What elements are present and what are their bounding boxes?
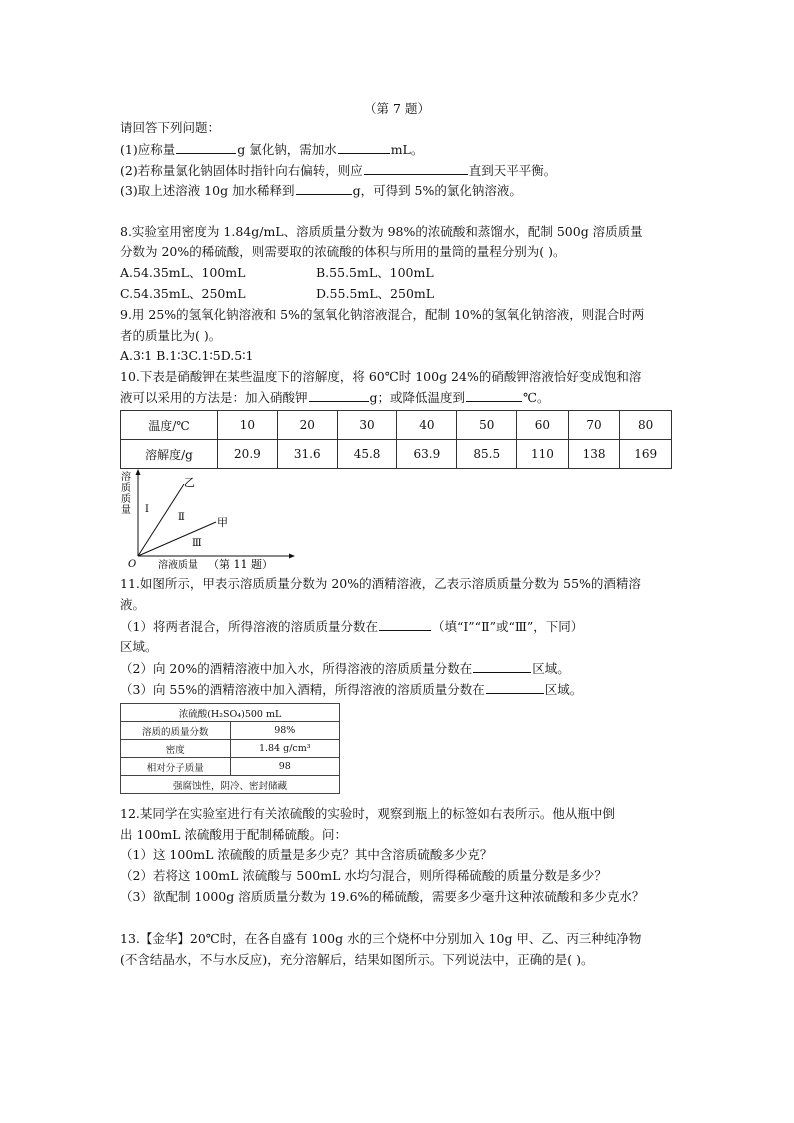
q11-part2: （2）向 20%的酒精溶液中加入水，所得溶液的溶质质量分数在 区域。 — [120, 661, 570, 676]
temperature-header: 温度/℃ — [121, 411, 218, 440]
line-jia — [138, 522, 216, 556]
y-label-char: 溶 — [121, 472, 131, 483]
table-cell: 138 — [568, 440, 620, 469]
origin-label: O — [128, 559, 137, 570]
table-cell: 70 — [568, 411, 620, 440]
x-axis-arrow — [289, 554, 295, 559]
y-axis-arrow — [136, 469, 141, 475]
label-value: 1.84 g/cm³ — [230, 740, 340, 758]
table-cell: 20.9 — [218, 440, 278, 469]
table-cell: 63.9 — [397, 440, 457, 469]
table-row — [121, 440, 672, 469]
q8-option-a: A.54.35mL、100mL — [120, 265, 246, 280]
table-cell: 40 — [397, 411, 457, 440]
q8-line2: 分数为 20%的稀硫酸，则需要取的浓硫酸的体积与所用的量筒的量程分别为( )。 — [120, 244, 566, 259]
q8-option-c: C.54.35mL、250mL — [120, 286, 246, 301]
q7-intro: 请回答下列问题： — [120, 120, 221, 135]
q7-part1: (1)应称量 g 氯化钠，需加水 mL。 — [120, 142, 424, 157]
y-label-char: 质 — [121, 494, 131, 505]
q11-part1: （1）将两者混合，所得溶液的溶质质量分数在 （填“Ⅰ”“Ⅱ”或“Ⅲ”，下同） — [120, 619, 584, 634]
q9-line2: 者的质量比为( )。 — [120, 328, 222, 343]
y-label-char: 量 — [121, 505, 131, 516]
table-cell: 60 — [517, 411, 569, 440]
q13-line1: 13.【金华】20℃时，在各自盛有 100g 水的三个烧杯中分别加入 10g 甲、乙、丙三种纯净物 — [120, 931, 642, 946]
q11-line2: 液。 — [120, 597, 146, 612]
table-row — [121, 411, 672, 440]
label-key: 密度 — [121, 740, 231, 758]
label-value: 98 — [230, 758, 340, 776]
solubility-table — [120, 410, 672, 469]
q11-part1-end: 区域。 — [120, 639, 158, 654]
table-row — [121, 740, 340, 758]
q12-line2: 出 100mL 浓硫酸用于配制稀硫酸。问： — [120, 827, 347, 842]
table-row — [121, 776, 340, 794]
q9-options: A.3∶1 B.1∶3C.1∶5D.5∶1 — [120, 348, 254, 363]
table-cell: 20 — [277, 411, 337, 440]
region-2-label: Ⅱ — [178, 512, 185, 523]
table-row — [121, 758, 340, 776]
answer-blank[interactable] — [309, 388, 369, 402]
q13-line2: (不含结晶水，不与水反应)，充分溶解后，结果如图所示。下列说法中，正确的是( )。 — [120, 952, 594, 967]
answer-blank[interactable] — [466, 388, 522, 402]
table-cell: 30 — [337, 411, 397, 440]
q8-option-b: B.55.5mL、100mL — [316, 265, 434, 280]
q8-option-d: D.55.5mL、250mL — [316, 286, 435, 301]
label-key: 相对分子质量 — [121, 758, 231, 776]
table-cell: 50 — [457, 411, 517, 440]
q10-line1: 10.下表是硝酸钾在某些温度下的溶解度，将 60℃时 100g 24%的硝酸钾溶液恰好变成饱和溶 — [120, 369, 642, 384]
answer-blank[interactable] — [379, 617, 431, 631]
table-cell: 31.6 — [277, 440, 337, 469]
table-cell: 169 — [620, 440, 672, 469]
q12-line1: 12.某同学在实验室进行有关浓硫酸的实验时，观察到瓶上的标签如右表所示。他从瓶中倒 — [120, 806, 615, 821]
line-yi-label: 乙 — [184, 476, 195, 489]
table-row — [121, 722, 340, 740]
label-title: 浓硫酸(H₂SO₄)500 mL — [121, 704, 340, 722]
q12-part2: （2）若将这 100mL 浓硫酸与 500mL 水均匀混合，则所得稀硫酸的质量分数是多少？ — [120, 868, 607, 883]
q12-part3: （3）欲配制 1000g 溶质质量分数为 19.6%的稀硫酸，需要多少毫升这种浓硫酸和多少克水？ — [120, 889, 645, 904]
table-cell: 10 — [218, 411, 278, 440]
label-value: 98% — [230, 722, 340, 740]
answer-blank[interactable] — [338, 140, 390, 154]
q7-part3: (3)取上述溶液 10g 加水稀释到 g，可得到 5%的氯化钠溶液。 — [120, 183, 522, 198]
region-3-label: Ⅲ — [192, 538, 202, 549]
solubility-header: 溶解度/g — [121, 440, 218, 469]
table-cell: 45.8 — [337, 440, 397, 469]
q12-part1: （1）这 100mL 浓硫酸的质量是多少克？其中含溶质硫酸多少克？ — [120, 847, 493, 862]
figure-7-caption: （第 7 题） — [364, 101, 430, 116]
table-cell: 80 — [620, 411, 672, 440]
label-footer: 强腐蚀性，阴冷、密封储藏 — [121, 776, 340, 794]
answer-blank[interactable] — [176, 140, 236, 154]
figure-11-caption: （第 11 题） — [208, 558, 273, 571]
line-jia-label: 甲 — [217, 516, 228, 529]
q8-line1: 8.实验室用密度为 1.84g/mL、溶质质量分数为 98%的浓硫酸和蒸馏水，配制 500g 溶质质量 — [120, 224, 643, 239]
table-cell: 110 — [517, 440, 569, 469]
q11-part3: （3）向 55%的酒精溶液中加入酒精，所得溶液的溶质质量分数在 区域。 — [120, 682, 583, 697]
answer-blank[interactable] — [364, 161, 468, 175]
q9-line1: 9.用 25%的氢氧化钠溶液和 5%的氢氧化钠溶液混合，配制 10%的氢氧化钠溶液，则混合时两 — [120, 307, 645, 322]
q10-line2: 液可以采用的方法是：加入硝酸钾 g；或降低温度到 ℃。 — [120, 390, 550, 405]
x-axis-label: 溶液质量 — [158, 560, 198, 571]
table-cell: 85.5 — [457, 440, 517, 469]
table-row — [121, 704, 340, 722]
q11-graph — [112, 466, 312, 572]
answer-blank[interactable] — [473, 659, 531, 673]
q11-line1: 11.如图所示，甲表示溶质质量分数为 20%的酒精溶液，乙表示溶质质量分数为 55%的酒精溶 — [120, 576, 641, 591]
sulfuric-acid-label — [120, 703, 340, 794]
answer-blank[interactable] — [486, 680, 544, 694]
y-label-char: 质 — [121, 483, 131, 494]
region-1-label: Ⅰ — [145, 504, 149, 515]
q7-part2: (2)若称量氯化钠固体时指针向右偏转，则应 直到天平平衡。 — [120, 163, 557, 178]
label-key: 溶质的质量分数 — [121, 722, 231, 740]
answer-blank[interactable] — [296, 181, 352, 195]
